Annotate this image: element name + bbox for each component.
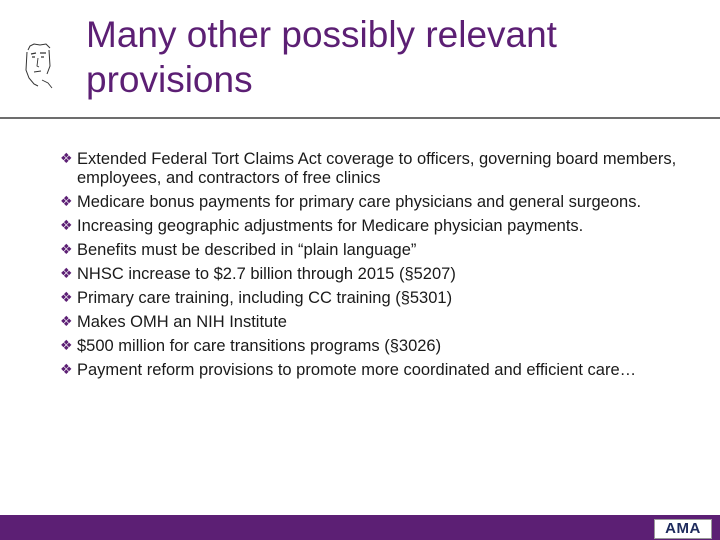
- logo-text: AMA: [665, 520, 701, 537]
- bullet-text: Payment reform provisions to promote more coordinated and efficient care…: [77, 361, 637, 379]
- bullet-item: [60, 337, 700, 356]
- bullet-text: NHSC increase to $2.7 billion through 2015 (§5207): [77, 265, 456, 283]
- bullet-item: [60, 313, 700, 332]
- diamond-bullet-icon: ❖: [60, 314, 73, 330]
- slide-title: Many other possibly relevant provisions: [86, 14, 557, 100]
- bullet-item: [60, 265, 700, 284]
- title-divider: [0, 117, 720, 119]
- bullet-text: Primary care training, including CC training (§5301): [77, 289, 453, 307]
- bullet-item: [60, 361, 700, 380]
- bullet-text: $500 million for care transitions programs (§3026): [77, 337, 442, 355]
- diamond-bullet-icon: ❖: [60, 338, 73, 354]
- bullet-list: [60, 150, 700, 385]
- bullet-text: Medicare bonus payments for primary care physicians and general surgeons.: [77, 193, 642, 211]
- diamond-bullet-icon: ❖: [60, 362, 73, 378]
- ama-logo: [654, 519, 712, 539]
- diamond-bullet-icon: ❖: [60, 266, 73, 282]
- bullet-text: Increasing geographic adjustments for Medicare physician payments.: [77, 217, 584, 235]
- diamond-bullet-icon: ❖: [60, 290, 73, 306]
- bullet-text: Makes OMH an NIH Institute: [77, 313, 287, 331]
- diamond-bullet-icon: ❖: [60, 218, 73, 234]
- bullet-item: [60, 289, 700, 308]
- bullet-item: [60, 150, 700, 188]
- bullet-text: Extended Federal Tort Claims Act coverage to officers, governing board members, employees, and contractors of free clinics: [77, 150, 677, 187]
- footer-bar: [0, 515, 720, 540]
- bullet-text: Benefits must be described in “plain language”: [77, 241, 417, 259]
- bullet-item: [60, 193, 700, 212]
- bullet-item: [60, 217, 700, 236]
- diamond-bullet-icon: ❖: [60, 151, 73, 167]
- bullet-item: [60, 241, 700, 260]
- diamond-bullet-icon: ❖: [60, 242, 73, 258]
- diamond-bullet-icon: ❖: [60, 194, 73, 210]
- hand-drawn-face-icon: [22, 40, 54, 90]
